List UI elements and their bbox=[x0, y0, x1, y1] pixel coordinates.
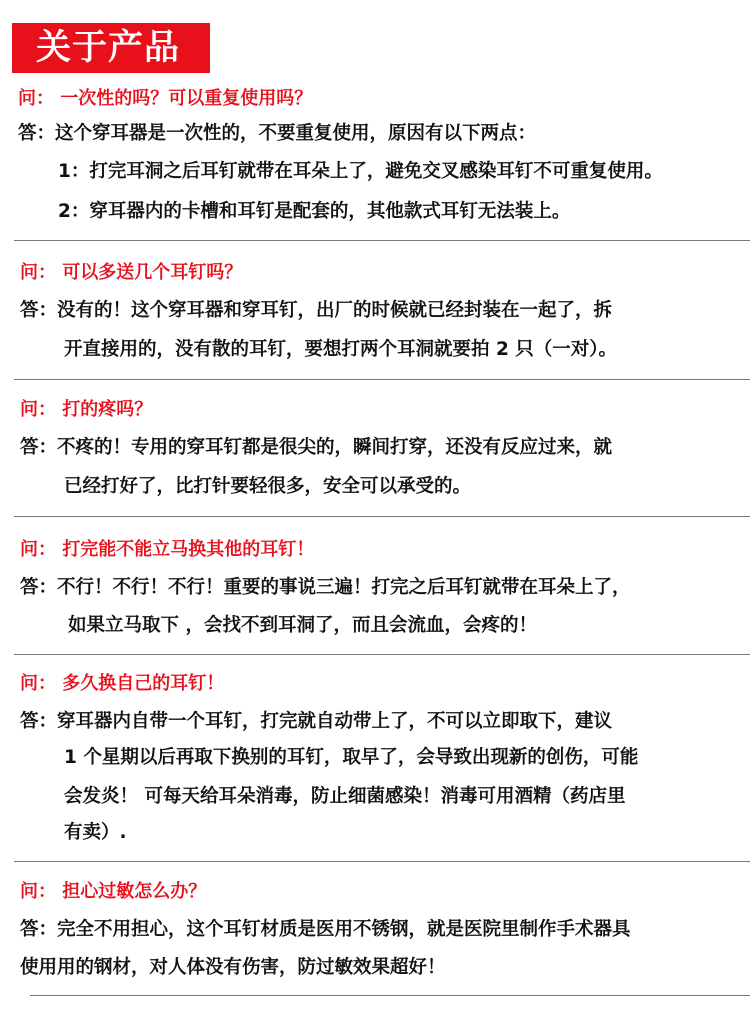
question-2: 问： 可以多送几个耳钉吗？ bbox=[20, 262, 243, 283]
answer-6-line-2: 使用用的钢材，对人体没有伤害，防过敏效果超好！ bbox=[20, 957, 446, 978]
answer-1-line-3: 2：穿耳器内的卡槽和耳钉是配套的，其他款式耳钉无法装上。 bbox=[58, 201, 571, 222]
question-1: 问： 一次性的吗？可以重复使用吗？ bbox=[18, 88, 313, 109]
divider bbox=[14, 516, 750, 517]
answer-1-line-2: 1：打完耳洞之后耳钉就带在耳朵上了，避免交叉感染耳钉不可重复使用。 bbox=[58, 161, 663, 182]
answer-5-line-4: 有卖）. bbox=[64, 822, 127, 843]
divider bbox=[14, 379, 750, 380]
answer-4-line-2: 如果立马取下 ，会找不到耳洞了，而且会流血，会疼的！ bbox=[68, 615, 537, 636]
question-5: 问： 多久换自己的耳钉！ bbox=[20, 673, 225, 694]
answer-5-line-3: 会发炎！ 可每天给耳朵消毒，防止细菌感染！消毒可用酒精（药店里 bbox=[64, 786, 626, 807]
question-6: 问： 担心过敏怎么办？ bbox=[20, 881, 207, 902]
answer-3-line-1: 答：不疼的！专用的穿耳钉都是很尖的，瞬间打穿，还没有反应过来，就 bbox=[20, 437, 613, 458]
answer-2-line-2: 开直接用的，没有散的耳钉，要想打两个耳洞就要拍 2 只（一对）。 bbox=[64, 339, 618, 360]
answer-5-line-1: 答：穿耳器内自带一个耳钉，打完就自动带上了，不可以立即取下，建议 bbox=[20, 711, 613, 732]
divider bbox=[14, 240, 750, 241]
answer-5-line-2: 1 个星期以后再取下换别的耳钉，取早了，会导致出现新的创伤，可能 bbox=[64, 747, 639, 768]
divider bbox=[14, 861, 750, 862]
divider bbox=[14, 654, 750, 655]
answer-3-line-2: 已经打好了，比打针要轻很多，安全可以承受的。 bbox=[64, 476, 472, 497]
answer-6-line-1: 答：完全不用担心，这个耳钉材质是医用不锈钢，就是医院里制作手术器具 bbox=[20, 919, 631, 940]
section-title-banner: 关于产品 bbox=[12, 23, 210, 73]
answer-1-line-1: 答：这个穿耳器是一次性的，不要重复使用，原因有以下两点： bbox=[18, 123, 537, 144]
question-3: 问： 打的疼吗？ bbox=[20, 399, 153, 420]
question-4: 问： 打完能不能立马换其他的耳钉！ bbox=[20, 539, 315, 560]
divider bbox=[30, 995, 750, 996]
answer-4-line-1: 答：不行！不行！不行！重要的事说三遍！打完之后耳钉就带在耳朵上了， bbox=[20, 577, 631, 598]
answer-2-line-1: 答：没有的！这个穿耳器和穿耳钉，出厂的时候就已经封装在一起了，拆 bbox=[20, 300, 613, 321]
